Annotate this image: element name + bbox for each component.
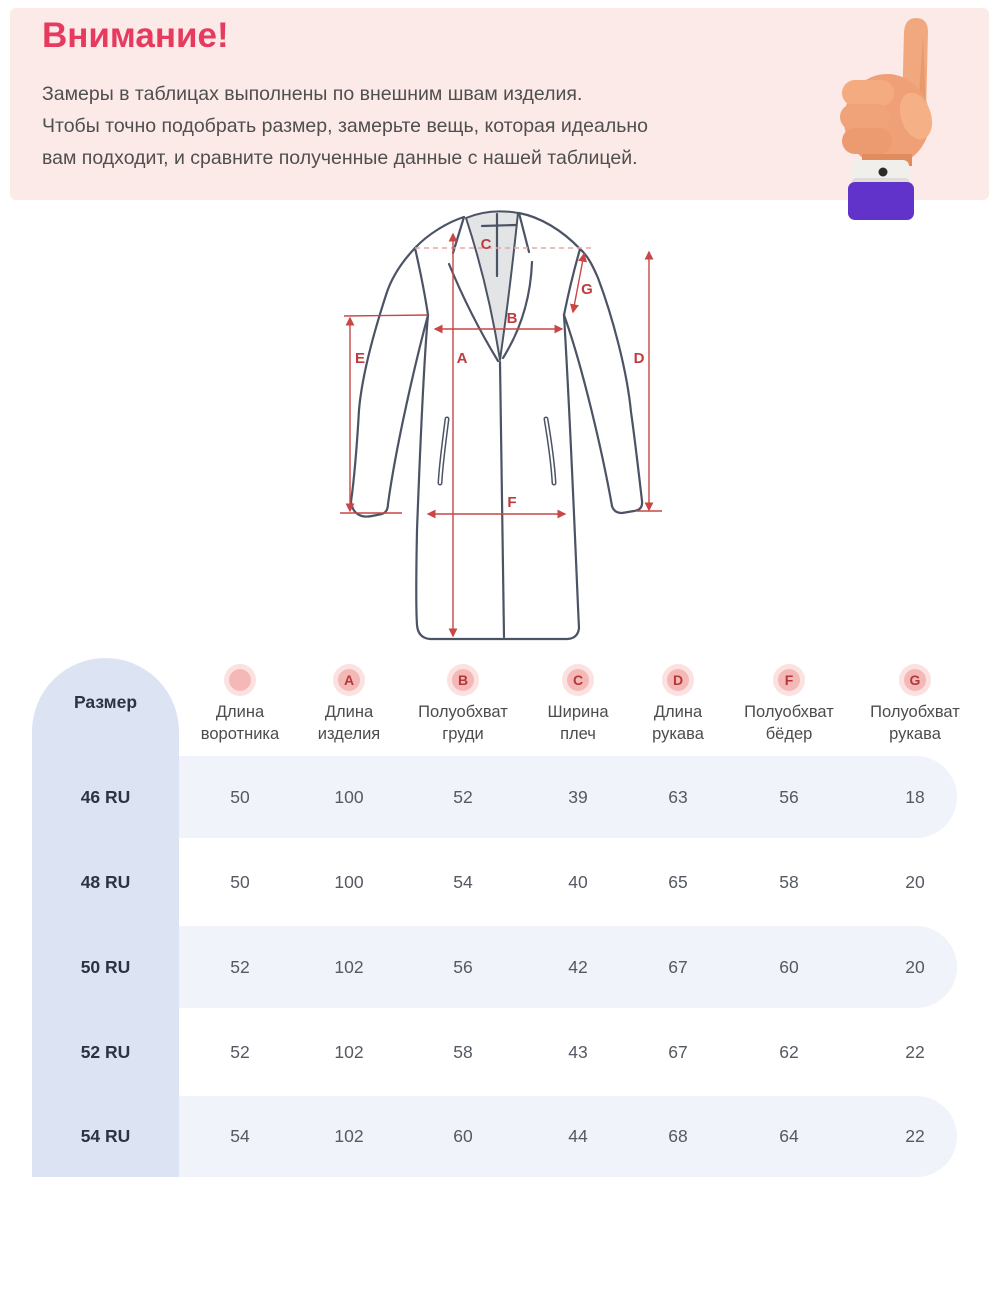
column-letter-badge bbox=[447, 664, 479, 696]
table-cell: 54 bbox=[453, 872, 473, 892]
column-letter-badge bbox=[662, 664, 694, 696]
measurement-label-e: E bbox=[354, 350, 366, 367]
column-letter-badge bbox=[773, 664, 805, 696]
table-cell: 50 bbox=[230, 872, 250, 892]
measurement-label-g: G bbox=[581, 281, 593, 298]
table-cell: 50 bbox=[230, 787, 250, 807]
column-letter-badge bbox=[224, 664, 256, 696]
table-cell: 44 bbox=[568, 1126, 588, 1146]
column-letter: F bbox=[784, 672, 794, 688]
table-cell: 52 bbox=[230, 1042, 250, 1062]
table-cell: 39 bbox=[568, 787, 588, 807]
table-cell: 20 bbox=[905, 957, 925, 977]
column-letter: A bbox=[343, 672, 355, 688]
badge-inner-circle bbox=[229, 669, 251, 691]
notice-line: Замеры в таблицах выполнены по внешним швам изделия. bbox=[42, 83, 583, 105]
column-letter-badge bbox=[333, 664, 365, 696]
table-cell: 67 bbox=[668, 957, 688, 977]
measurement-label-a: A bbox=[456, 350, 468, 367]
table-cell: 102 bbox=[334, 1042, 364, 1062]
table-cell: 58 bbox=[453, 1042, 473, 1062]
table-cell: 52 bbox=[230, 957, 250, 977]
table-cell: 65 bbox=[668, 872, 688, 892]
table-cell: 63 bbox=[668, 787, 688, 807]
column-letter: B bbox=[457, 672, 469, 688]
column-label: Длина рукава bbox=[652, 703, 704, 743]
row-size-label: 46 RU bbox=[80, 787, 131, 807]
table-cell: 54 bbox=[230, 1126, 250, 1146]
column-letter: C bbox=[572, 672, 584, 688]
table-cell: 22 bbox=[905, 1126, 925, 1146]
table-cell: 60 bbox=[779, 957, 799, 977]
hand-icon bbox=[840, 18, 938, 220]
notice-line: вам подходит, и сравните полученные данные с нашей таблицей. bbox=[42, 147, 638, 169]
table-cell: 20 bbox=[905, 872, 925, 892]
measurement-label-d: D bbox=[633, 350, 645, 367]
measurement-label-b: B bbox=[506, 310, 518, 327]
column-label: Полуобхват груди bbox=[418, 703, 508, 743]
table-cell: 100 bbox=[334, 787, 364, 807]
pointing-hand-illustration bbox=[830, 0, 1000, 222]
table-cell: 67 bbox=[668, 1042, 688, 1062]
column-letter-badge bbox=[562, 664, 594, 696]
column-letter-badge bbox=[899, 664, 931, 696]
column-letter: G bbox=[909, 672, 921, 688]
table-cell: 102 bbox=[334, 957, 364, 977]
table-cell: 102 bbox=[334, 1126, 364, 1146]
column-label: Длина изделия bbox=[317, 703, 381, 743]
notice-title: Внимание! bbox=[42, 16, 229, 55]
table-cell: 52 bbox=[453, 787, 473, 807]
row-size-label: 52 RU bbox=[80, 1042, 131, 1062]
column-label: Полуобхват рукава bbox=[870, 703, 960, 743]
row-size-label: 48 RU bbox=[80, 872, 131, 892]
column-header bbox=[845, 664, 985, 745]
coat-measurement-diagram bbox=[340, 200, 680, 660]
notice-line: Чтобы точно подобрать размер, замерьте вещь, которая идеально bbox=[42, 115, 648, 137]
table-cell: 22 bbox=[905, 1042, 925, 1062]
table-cell: 40 bbox=[568, 872, 588, 892]
cuff-button-icon bbox=[879, 168, 888, 177]
table-cell: 56 bbox=[453, 957, 473, 977]
column-header bbox=[719, 664, 859, 745]
column-label: Длина воротника bbox=[200, 703, 280, 743]
table-cell: 60 bbox=[453, 1126, 473, 1146]
column-label: Полуобхват бёдер bbox=[744, 703, 834, 743]
table-cell: 64 bbox=[779, 1126, 799, 1146]
table-cell: 18 bbox=[905, 787, 925, 807]
column-label: Ширина плеч bbox=[547, 703, 609, 743]
column-letter: D bbox=[672, 672, 684, 688]
measurement-label-f: F bbox=[507, 494, 517, 511]
table-cell: 56 bbox=[779, 787, 799, 807]
size-column-header: Размер bbox=[73, 692, 138, 712]
row-size-label: 54 RU bbox=[80, 1126, 131, 1146]
table-cell: 58 bbox=[779, 872, 799, 892]
row-size-label: 50 RU bbox=[80, 957, 131, 977]
table-cell: 68 bbox=[668, 1126, 688, 1146]
measurement-label-c: C bbox=[480, 236, 492, 253]
table-cell: 42 bbox=[568, 957, 588, 977]
coat-outline bbox=[351, 211, 642, 639]
table-cell: 43 bbox=[568, 1042, 588, 1062]
table-cell: 62 bbox=[779, 1042, 799, 1062]
table-cell: 100 bbox=[334, 872, 364, 892]
